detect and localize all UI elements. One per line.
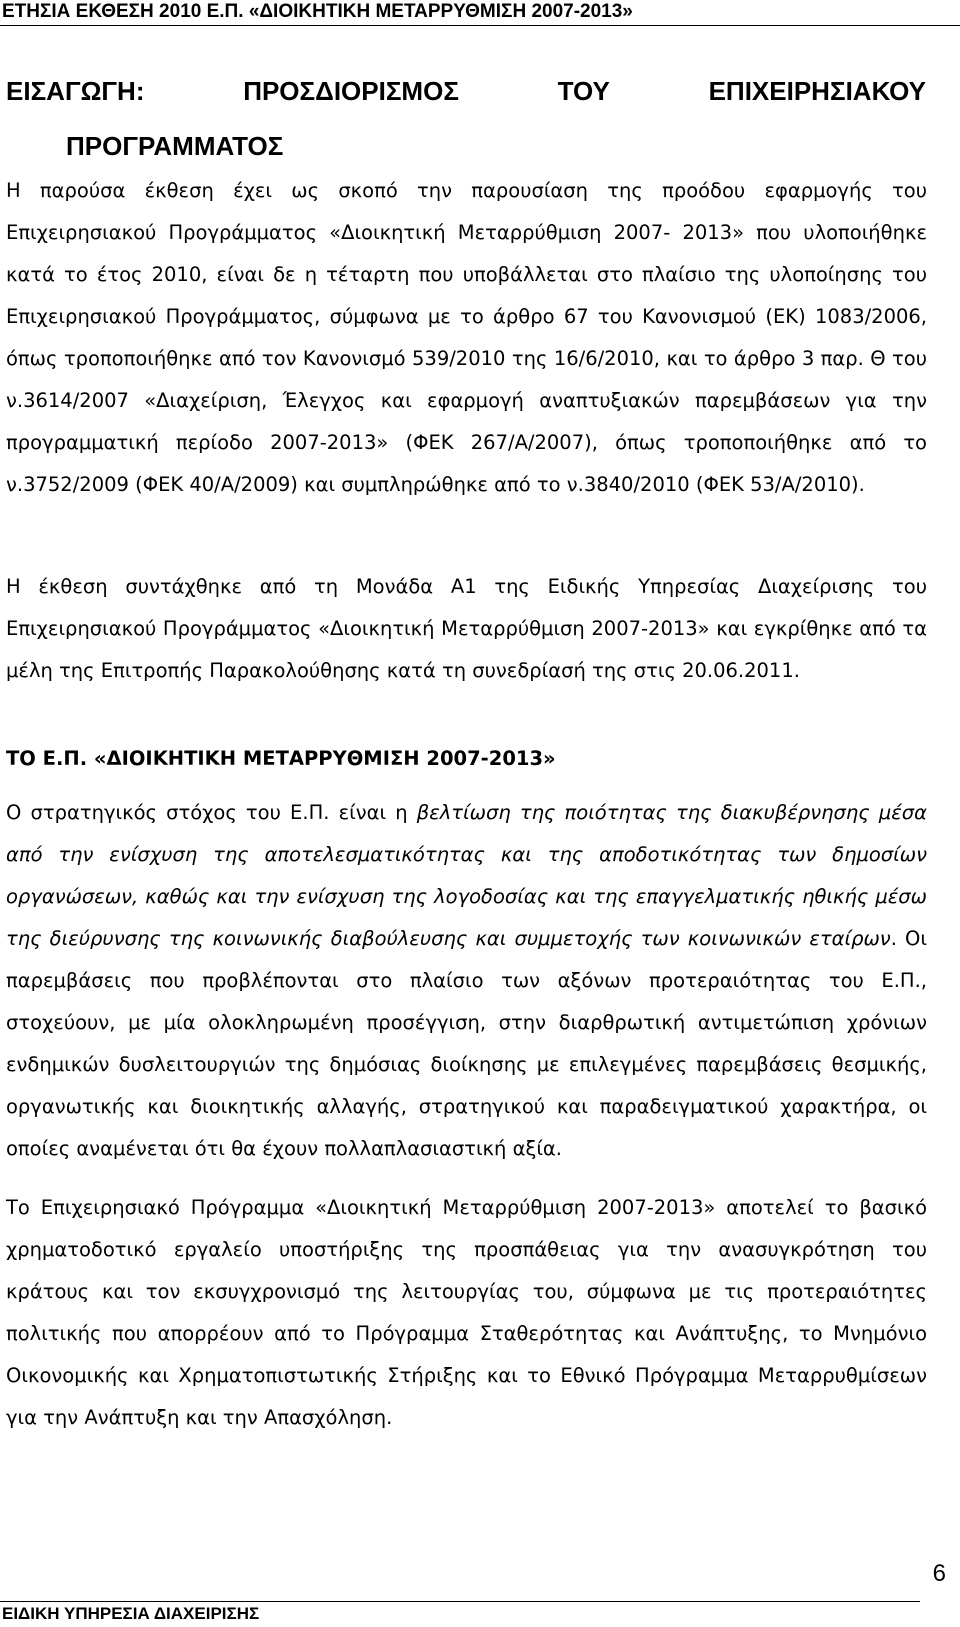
page-number: 6 <box>932 1560 946 1587</box>
section-title-word: ΤΟΥ <box>557 76 610 106</box>
section-title-word: ΕΙΣΑΓΩΓΗ: <box>6 76 145 106</box>
strategy-paragraph <box>6 792 927 1170</box>
strategy-rest-text: . Οι παρεμβάσεις που προβλέπονται στο πλαίσιο των αξόνων προτεραιότητας του Ε.Π., στοχεύουν, με μία ολοκληρωμένη προσέγγιση, στην διαρθρωτική αντιμετώπιση χρόνιων ενδημικών δυσλειτουργιών της δημόσιας διοίκησης με επιλεγμένες παρεμβάσεις θεσμικής, οργανωτικής και διοικητικής αλλαγής, στρατηγικού και παραδειγματικού χαρακτήρα, οι οποίες αναμένεται ότι θα έχουν πολλαπλασιαστική αξία. <box>6 927 927 1160</box>
intro-paragraph: Η παρούσα έκθεση έχει ως σκοπό την παρουσίαση της προόδου εφαρμογής του Επιχειρησιακού Προγράμματος «Διοικητική Μεταρρύθμιση 2007- 2013» που υλοποιήθηκε κατά το έτος 2010, είναι δε η τέταρτη που υποβάλλεται στο πλαίσιο της υλοποίησης του Επιχειρησιακού Προγράμματος, σύμφωνα με το άρθρο 67 του Κανονισμού (ΕΚ) 1083/2006, όπως τροποποιήθηκε από τον Κανονισμό 539/2010 της 16/6/2010, και το άρθρο 3 παρ. Θ του ν.3614/2007 «Διαχείριση, Έλεγχος και εφαρμογή αναπτυξιακών παρεμβάσεων για την προγραμματική περίοδο 2007-2013» (ΦΕΚ 267/Α/2007), όπως τροποποιήθηκε από το ν.3752/2009 (ΦΕΚ 40/Α/2009) και συμπληρώθηκε από το ν.3840/2010 (ΦΕΚ 53/Α/2010). <box>6 179 927 496</box>
running-header: ΕΤΗΣΙΑ ΕΚΘΕΣΗ 2010 Ε.Π. «ΔΙΟΙΚΗΤΙΚΗ ΜΕΤΑΡΡΥΘΜΙΣΗ 2007-2013» <box>0 0 960 26</box>
prepared-paragraph: Η έκθεση συντάχθηκε από τη Μονάδα Α1 της Ειδικής Υπηρεσίας Διαχείρισης του Επιχειρησιακού Προγράμματος «Διοικητική Μεταρρύθμιση 2007-2013» και εγκρίθηκε από τα μέλη της Επιτροπής Παρακολούθησης κατά τη συνεδρίασή της στις 20.06.2011. <box>6 575 927 682</box>
program-role-paragraph: Το Επιχειρησιακό Πρόγραμμα «Διοικητική Μεταρρύθμιση 2007-2013» αποτελεί το βασικό χρηματοδοτικό εργαλείο υποστήριξης της προσπάθειας για την ανασυγκρότηση του κράτους και τον εκσυγχρονισμό της λειτουργίας του, σύμφωνα με τις προτεραιότητες πολιτικής που απορρέουν από το Πρόγραμμα Σταθερότητας και Ανάπτυξης, το Μνημόνιο Οικονομικής και Χρηματοπιστωτικής Στήριξης και το Εθνικό Πρόγραμμα Μεταρρυθμίσεων για την Ανάπτυξη και την Απασχόληση. <box>6 1196 927 1429</box>
section-title-line-1 <box>6 64 926 119</box>
section-title <box>6 64 926 174</box>
section-title-word: ΕΠΙΧΕΙΡΗΣΙΑΚΟΥ <box>708 76 926 106</box>
section-title-word: ΠΡΟΣΔΙΟΡΙΣΜΟΣ <box>243 76 459 106</box>
program-heading: ΤΟ Ε.Π. «ΔΙΟΙΚΗΤΙΚΗ ΜΕΤΑΡΡΥΘΜΙΣΗ 2007-2013» <box>6 747 556 770</box>
strategy-goal-text: βελτίωση της ποιότητας της διακυβέρνησης μέσα από την ενίσχυση της αποτελεσματικότητας και της αποδοτικότητας των δημοσίων οργανώσεων, καθώς και την ενίσχυση της λογοδοσίας και της επαγγελματικής ηθικής μέσω της διεύρυνσης της κοινωνικής διαβούλευσης και συμμετοχής των κοινωνικών εταίρων <box>6 801 927 950</box>
strategy-intro-text: Ο στρατηγικός στόχος του Ε.Π. είναι η <box>6 801 417 824</box>
running-footer: ΕΙΔΙΚΗ ΥΠΗΡΕΣΙΑ ΔΙΑΧΕΙΡΙΣΗΣ <box>0 1601 920 1627</box>
section-title-line-2: ΠΡΟΓΡΑΜΜΑΤΟΣ <box>66 131 284 161</box>
